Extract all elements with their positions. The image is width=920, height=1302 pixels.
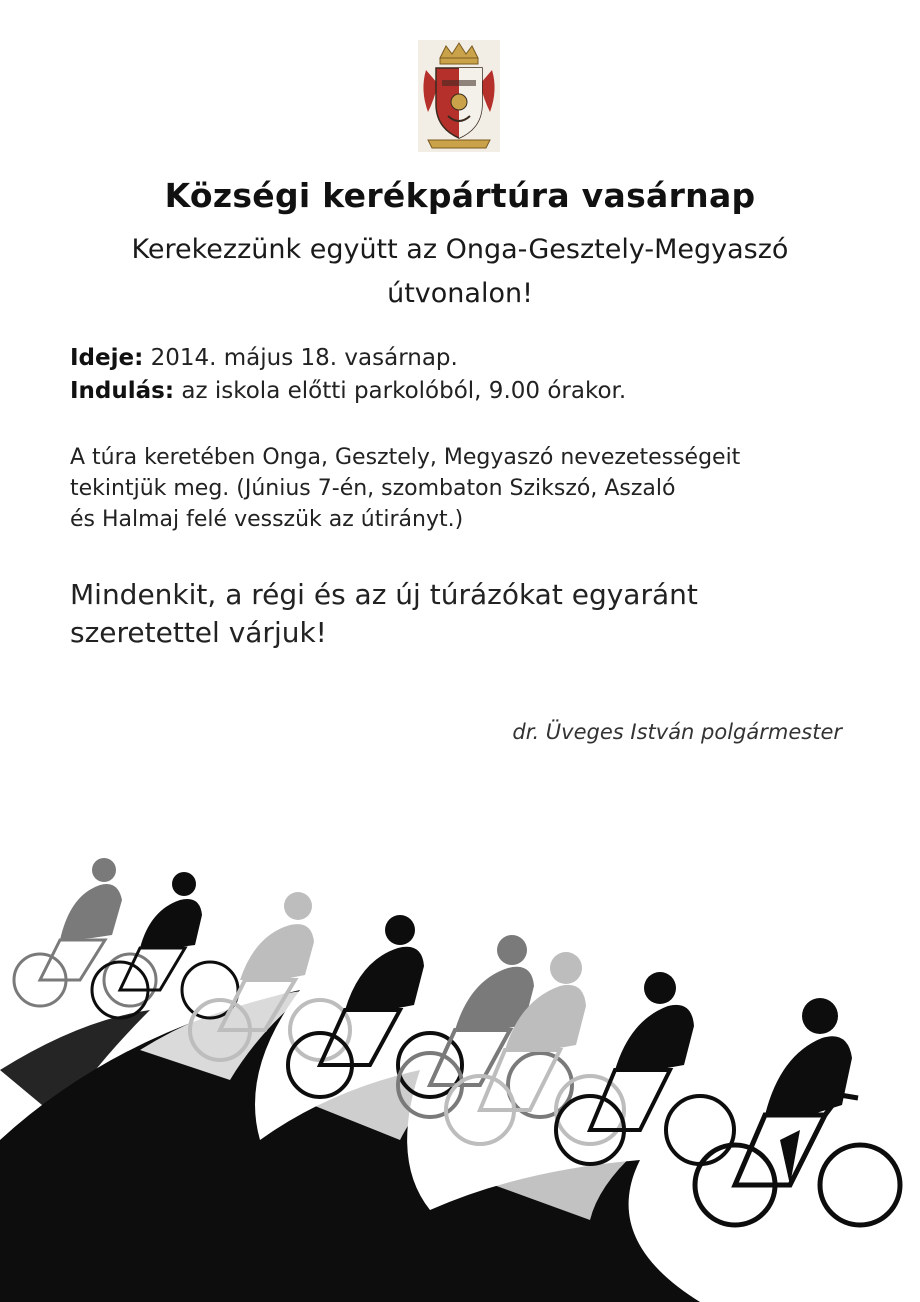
invitation-line-2: szeretettel várjuk! [70, 616, 327, 649]
description-line-1: A túra keretében Onga, Gesztely, Megyaszó nevezetességeit [70, 445, 741, 470]
coat-of-arms-icon [418, 40, 500, 152]
page-title: Községi kerékpártúra vasárnap [164, 176, 756, 215]
start-row [70, 375, 870, 408]
cyclists-silhouette-icon [0, 840, 920, 1302]
date-row [70, 342, 870, 375]
subtitle-line-1: Kerekezzünk együtt az Onga-Gesztely-Megyaszó [131, 234, 789, 265]
subtitle-line-2: útvonalon! [387, 278, 533, 309]
start-value: az iskola előtti parkolóból, 9.00 órakor. [181, 378, 627, 404]
start-label: Indulás: [70, 378, 175, 404]
invitation [70, 576, 870, 652]
subtitle [60, 228, 860, 316]
event-details [70, 342, 870, 408]
description [70, 442, 870, 535]
date-label: Ideje: [70, 345, 144, 371]
invitation-line-1: Mindenkit, a régi és az új túrázókat egyaránt [70, 578, 698, 611]
signature: dr. Üveges István polgármester [512, 720, 842, 744]
description-line-2: tekintjük meg. (Június 7-én, szombaton Szikszó, Aszaló [70, 476, 676, 501]
description-line-3: és Halmaj felé vesszük az útirányt.) [70, 507, 464, 532]
date-value: 2014. május 18. vasárnap. [150, 345, 458, 371]
